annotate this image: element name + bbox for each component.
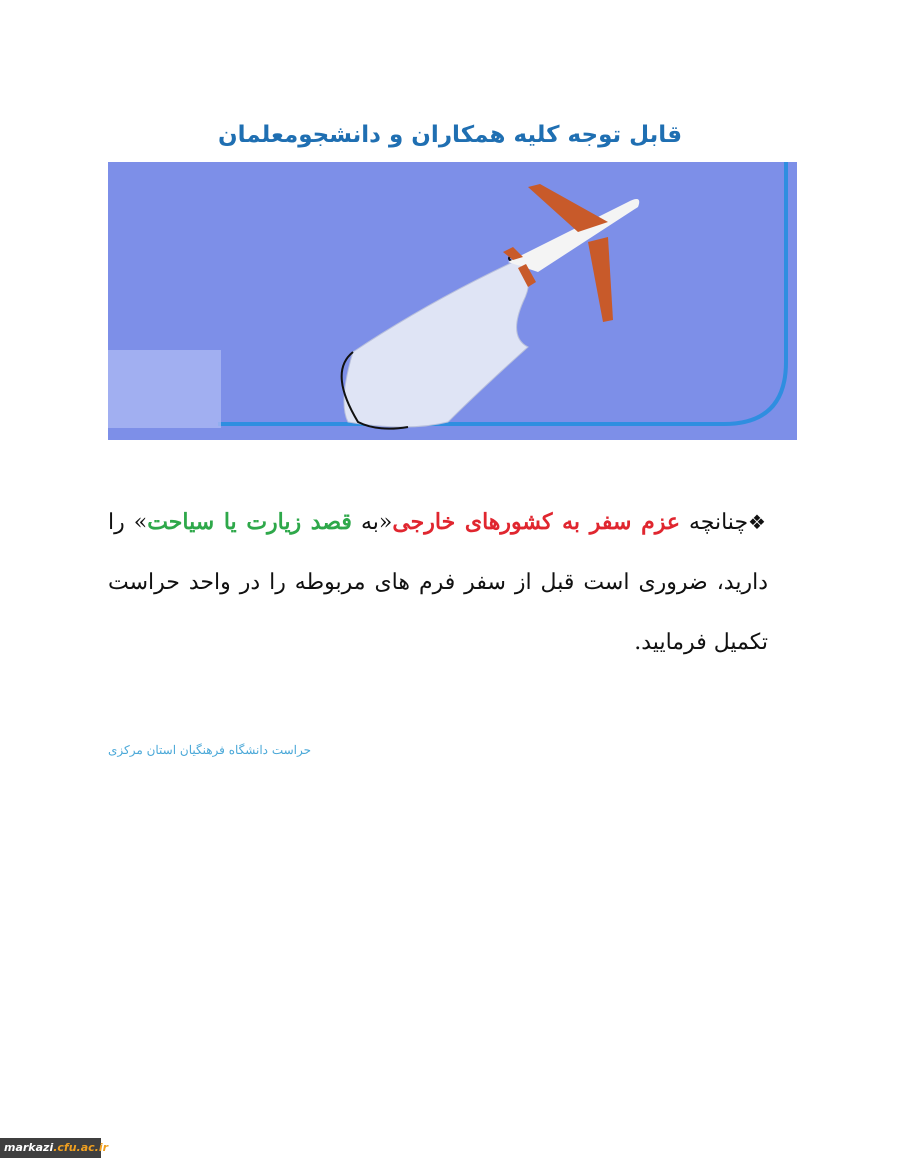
airplane-mask-illustration <box>108 162 797 440</box>
bullet-icon: ❖ <box>748 510 768 534</box>
notice-highlight-purpose: قصد زیارت یا سیاحت <box>147 509 352 535</box>
site-watermark <box>0 1138 109 1158</box>
banner-image <box>108 162 797 440</box>
notice-text: «به <box>351 510 393 535</box>
page-title: قابل توجه کلیه همکاران و دانشجومعلمان <box>217 122 683 148</box>
watermark-part1: markazi <box>4 1141 54 1154</box>
notice-text: » را دارید، ضروری است قبل از سفر فرم های مربوطه را در واحد حراست تکمیل فرمایید. <box>108 510 768 655</box>
notice-highlight-travel: عزم سفر به کشورهای خارجی <box>392 509 680 535</box>
signature: حراست دانشگاه فرهنگیان استان مرکزی <box>108 743 312 757</box>
watermark-part2: .cfu.ac.ir <box>53 1141 109 1154</box>
notice-paragraph <box>108 492 768 673</box>
notice-text: چنانچه <box>679 510 749 535</box>
